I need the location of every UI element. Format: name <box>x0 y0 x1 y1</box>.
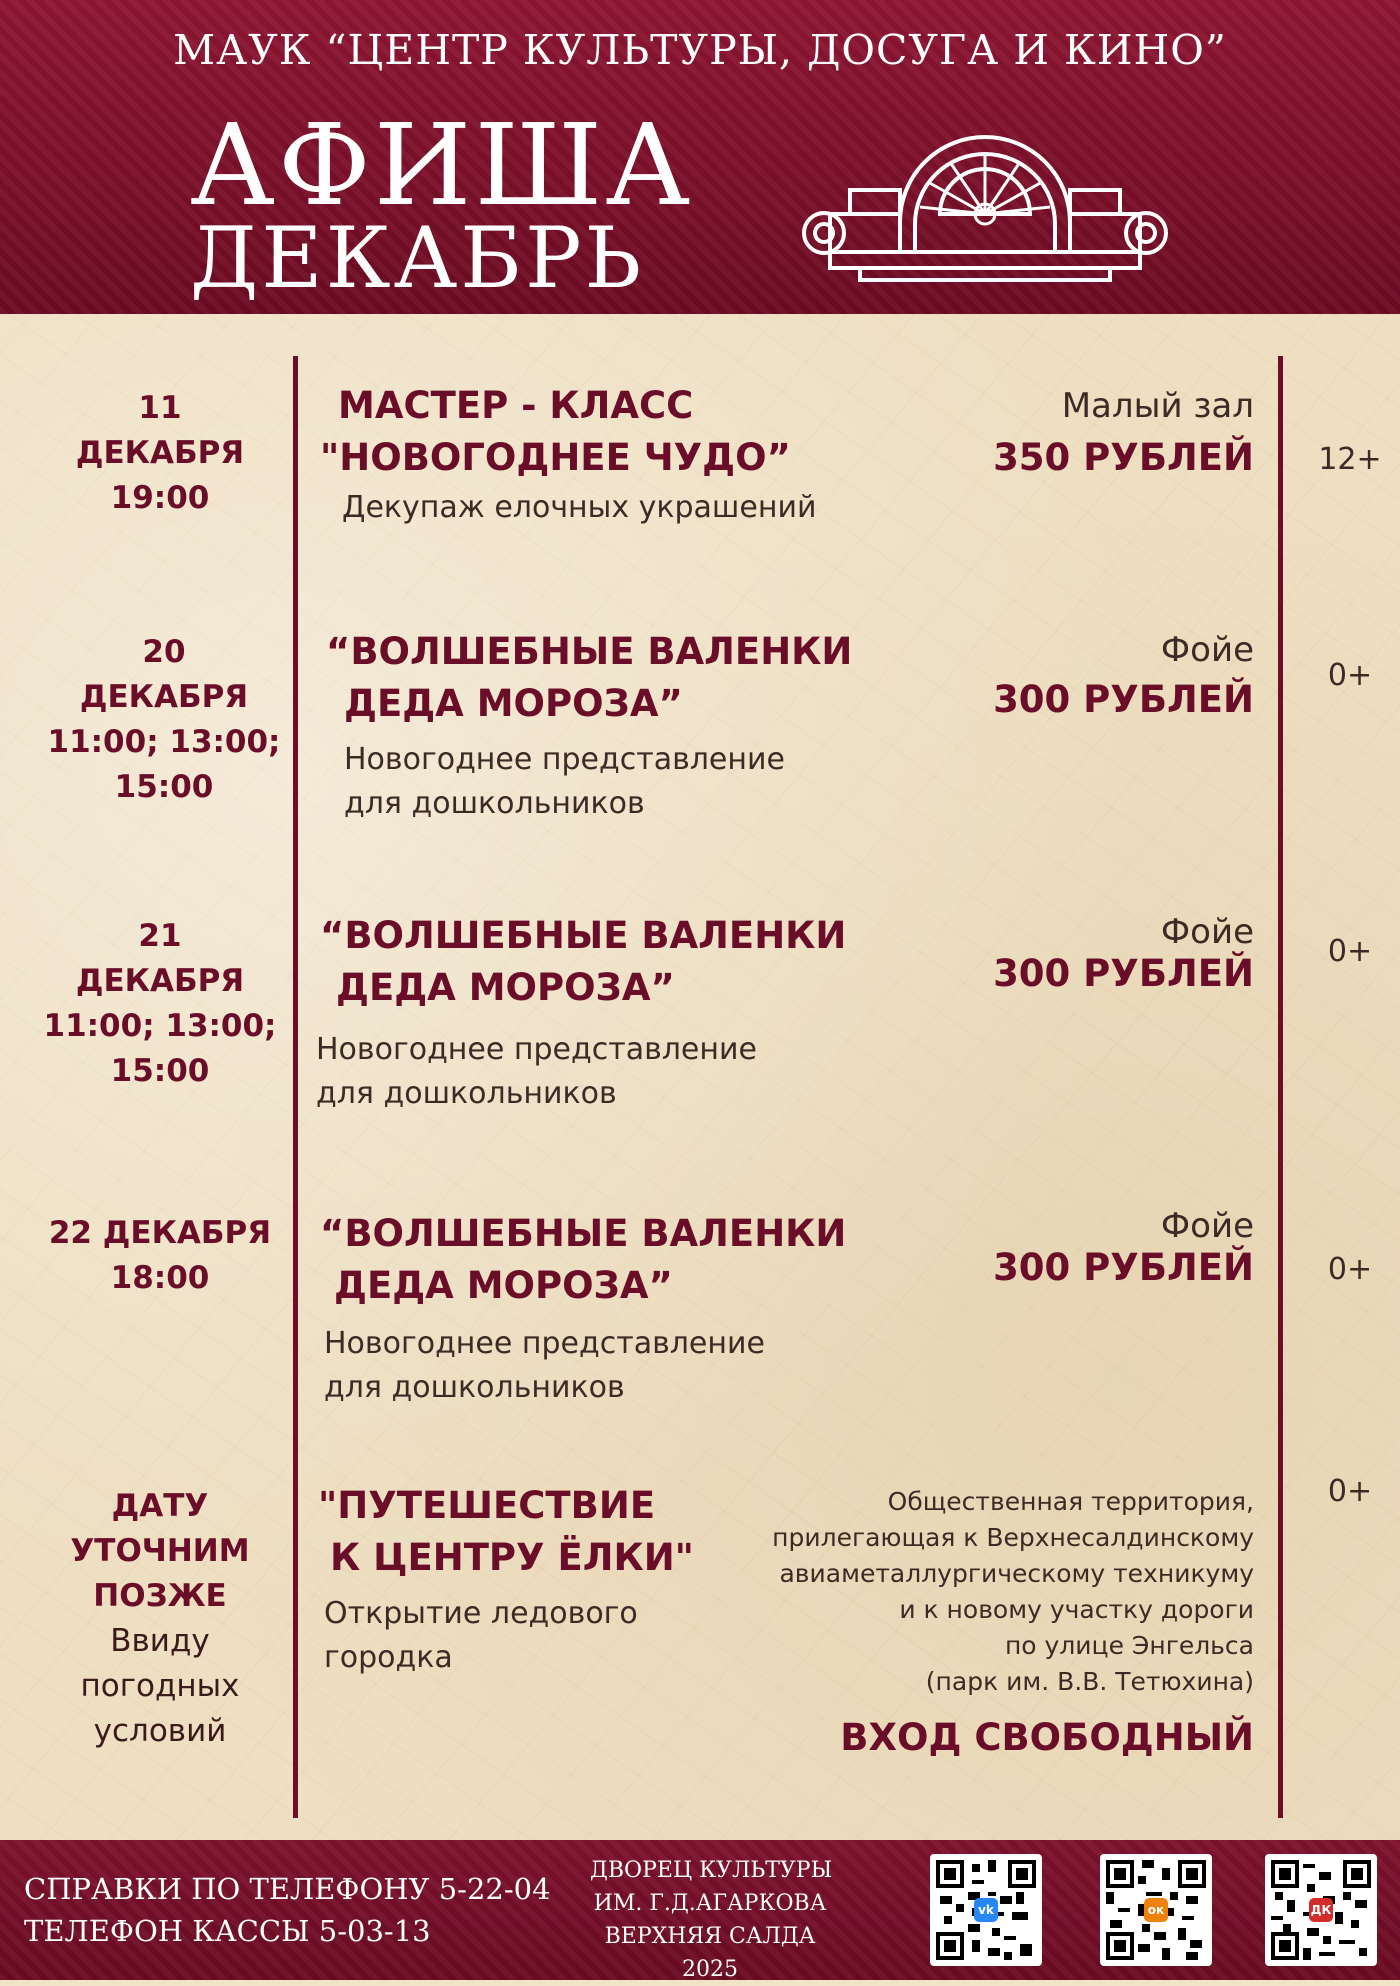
palace-of-culture-name <box>590 1854 833 1986</box>
box-office-phone: ТЕЛЕФОН КАССЫ 5-03-13 <box>24 1914 431 1948</box>
date-line: ДЕКАБРЯ <box>75 435 245 471</box>
event-description: для дошкольников <box>316 1076 617 1111</box>
event-title-line: ДЕДА МОРОЗА” <box>334 1264 673 1307</box>
event-title-line: ДЕДА МОРОЗА” <box>336 966 675 1009</box>
date-line: 15:00 <box>114 769 214 805</box>
footer-bar <box>0 1840 1400 1980</box>
event-location <box>772 1484 1254 1700</box>
dk-line: ИМ. Г.Д.АГАРКОВА <box>593 1891 827 1916</box>
dk-badge: ДК <box>1309 1898 1333 1922</box>
dk-qr-code-icon[interactable] <box>1265 1854 1377 1966</box>
date-line: ДЕКАБРЯ <box>79 679 249 715</box>
event-description: Декупаж елочных украшений <box>342 490 817 525</box>
event-title-line: “ВОЛШЕБНЫЕ ВАЛЕНКИ <box>320 914 847 957</box>
event-venue: Фойе <box>1160 1206 1254 1246</box>
date-line: 11:00; 13:00; <box>47 724 281 760</box>
event-description: для дошкольников <box>344 786 645 821</box>
event-title-line: "НОВОГОДНЕЕ ЧУДО” <box>320 436 791 479</box>
location-line: по улице Энгельса <box>1004 1631 1254 1660</box>
event-price: 300 РУБЛЕЙ <box>993 1246 1254 1289</box>
free-entry: ВХОД СВОБОДНЫЙ <box>840 1716 1254 1759</box>
event-description: Новогоднее представление <box>324 1326 765 1361</box>
event-description: Новогоднее представление <box>344 742 785 777</box>
dk-line: ДВОРЕЦ КУЛЬТУРЫ <box>590 1858 833 1883</box>
vk-qr-code-icon[interactable] <box>930 1854 1042 1966</box>
poster-month: ДЕКАБРЬ <box>190 209 645 307</box>
vk-badge: vk <box>974 1898 998 1922</box>
event-venue: Малый зал <box>1061 386 1254 426</box>
date-note: Ввиду <box>110 1623 210 1659</box>
date-line: 21 <box>138 918 182 954</box>
age-rating: 0+ <box>1327 1474 1373 1509</box>
location-line: прилегающая к Верхнесалдинскому <box>772 1523 1254 1552</box>
event-price: 300 РУБЛЕЙ <box>993 678 1254 721</box>
event-description: Открытие ледового <box>324 1596 638 1631</box>
date-line: 11:00; 13:00; <box>43 1008 277 1044</box>
date-note: погодных <box>80 1668 240 1704</box>
event-date <box>20 1211 300 1301</box>
date-line: 22 ДЕКАБРЯ <box>48 1215 272 1251</box>
event-description: Новогоднее представление <box>316 1032 757 1067</box>
location-line: и к новому участку дороги <box>899 1595 1254 1624</box>
event-title-line: ДЕДА МОРОЗА” <box>344 682 683 725</box>
date-line: ДАТУ <box>111 1488 209 1524</box>
dk-line: 2025 <box>682 1957 738 1982</box>
event-description: городка <box>324 1640 453 1675</box>
event-description: для дошкольников <box>324 1370 625 1405</box>
date-line: 15:00 <box>110 1053 210 1089</box>
age-rating: 12+ <box>1318 442 1382 477</box>
date-line: УТОЧНИМ <box>70 1533 250 1569</box>
event-title-line: МАСТЕР - КЛАСС <box>338 384 694 427</box>
location-line: Общественная территория, <box>887 1487 1254 1516</box>
event-date <box>20 914 300 1094</box>
theatre-arch-logo-icon <box>790 112 1180 284</box>
event-date <box>20 386 300 521</box>
date-line: 20 <box>142 634 186 670</box>
event-title-line: “ВОЛШЕБНЫЕ ВАЛЕНКИ <box>326 630 853 673</box>
date-line: ПОЗЖЕ <box>93 1578 227 1614</box>
header-banner <box>0 0 1400 314</box>
date-line: 11 <box>138 390 182 426</box>
location-line: авиаметаллургическому техникуму <box>779 1559 1254 1588</box>
event-venue: Фойе <box>1160 912 1254 952</box>
column-divider-right <box>1278 356 1283 1818</box>
event-title-line: К ЦЕНТРУ ЁЛКИ" <box>330 1536 694 1579</box>
poster-title: АФИША <box>190 101 694 231</box>
dk-line: ВЕРХНЯЯ САЛДА <box>604 1924 816 1949</box>
date-note: условий <box>93 1713 227 1749</box>
event-price: 350 РУБЛЕЙ <box>993 436 1254 479</box>
location-line: (парк им. В.В. Тетюхина) <box>925 1667 1254 1696</box>
date-line: 19:00 <box>110 480 210 516</box>
ok-qr-code-icon[interactable] <box>1100 1854 1212 1966</box>
event-title-line: "ПУТЕШЕСТВИЕ <box>318 1484 656 1527</box>
event-title-line: “ВОЛШЕБНЫЕ ВАЛЕНКИ <box>320 1212 847 1255</box>
event-venue: Фойе <box>1160 630 1254 670</box>
age-rating: 0+ <box>1327 934 1373 969</box>
ok-badge: ок <box>1144 1898 1168 1922</box>
event-date <box>24 630 304 810</box>
organization-name: МАУК “ЦЕНТР КУЛЬТУРЫ, ДОСУГА И КИНО” <box>173 26 1227 74</box>
date-line: ДЕКАБРЯ <box>75 963 245 999</box>
age-rating: 0+ <box>1327 1252 1373 1287</box>
event-price: 300 РУБЛЕЙ <box>993 952 1254 995</box>
age-rating: 0+ <box>1327 658 1373 693</box>
event-date <box>20 1484 300 1754</box>
date-line: 18:00 <box>110 1260 210 1296</box>
info-phone: СПРАВКИ ПО ТЕЛЕФОНУ 5-22-04 <box>24 1872 551 1906</box>
